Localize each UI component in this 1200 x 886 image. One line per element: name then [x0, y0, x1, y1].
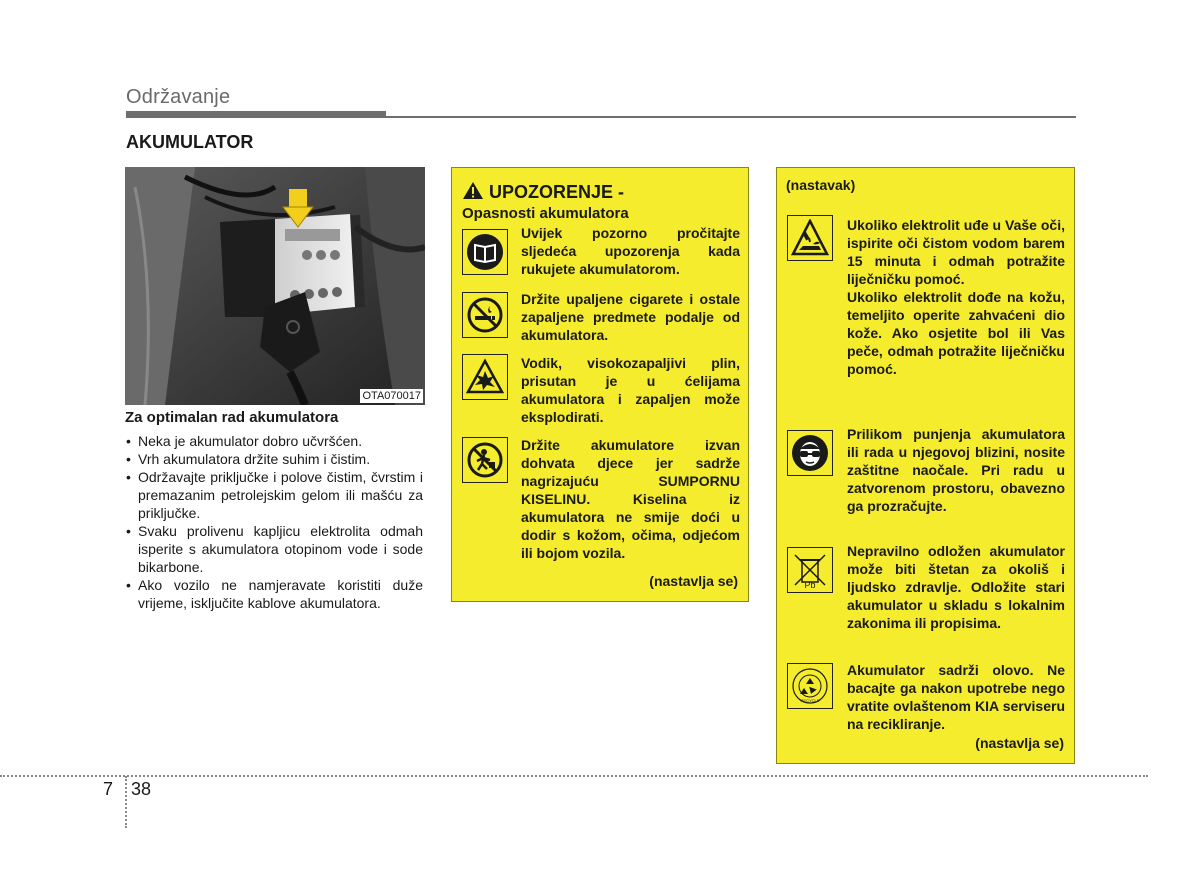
page-title: AKUMULATOR [126, 132, 254, 152]
list-item: • Vrh akumulatora držite suhim i čistim. [125, 450, 423, 468]
crossed-bin-icon [787, 547, 833, 593]
continuation-item-paragraph: Nepravilno odložen akumulator može biti štetan za okoliš i ljudsko zdravlje. Odložite stari akumulator u skladu s lokalnim zakonima ili propisima. [847, 543, 1065, 631]
corrosive-icon [787, 215, 833, 261]
page-number: 38 [131, 779, 152, 799]
list-item: • Održavajte priključke i polove čistim, čvrstim i premazanim petrolejskim gelom ili mašću za priključke. [125, 468, 423, 522]
book-icon [462, 229, 508, 275]
keep-away-children-icon [462, 437, 508, 483]
continuation-label: (nastavak) [786, 177, 856, 193]
continued-label: (nastavlja se) [975, 735, 1064, 751]
warning-triangle-icon [462, 181, 484, 200]
battery-illustration [125, 167, 425, 405]
figure-code: OTA070017 [362, 390, 421, 402]
continuation-item-text [847, 425, 1065, 515]
warning-item-text: Vodik, visokozapaljivi plin, prisutan je u ćelijama akumulatora i zapaljen može eksplodirati. [521, 355, 740, 425]
maintenance-list [125, 432, 423, 612]
warning-title-text: UPOZORENJE - [489, 182, 625, 202]
no-smoking-icon [462, 292, 508, 338]
warning-item-text: Držite upaljene cigarete i ostale zapaljene predmete podalje od akumulatora. [521, 291, 740, 343]
list-item: • Svaku prolivenu kapljicu elektrolita odmah isperite s akumulatora otopinom vode i sode bikarbone. [125, 522, 423, 576]
footer-divider [125, 776, 127, 828]
continuation-item-paragraph: Akumulator sadrži olovo. Ne bacajte ga nakon upotrebe nego vratite ovlaštenom KIA serviseru na recikliranje. [847, 662, 1065, 732]
list-item: • Ako vozilo ne namjeravate koristiti duže vrijeme, isključite kablove akumulatora. [125, 576, 423, 612]
header-rule-thick [126, 111, 386, 118]
continuation-item-paragraph: Ukoliko elektrolit dođe na kožu, temeljito operite zahvaćeni dio kože. Ako osjetite bol ili Vas peče, odmah potražite liječničku pomoć. [847, 289, 1065, 377]
warning-subtitle: Opasnosti akumulatora [462, 205, 629, 222]
warning-box [451, 167, 749, 602]
chapter-number: 7 [103, 779, 114, 799]
continuation-item-paragraph: Ukoliko elektrolit uđe u Vaše oči, ispirite oči čistom vodom barem 15 minuta i odmah potražite liječničku pomoć. [847, 217, 1065, 287]
section-title: Održavanje [126, 86, 231, 108]
bin-label: Pb [804, 580, 816, 589]
continuation-item-text [847, 542, 1065, 632]
continued-label: (nastavlja se) [649, 573, 738, 589]
recycle-icon [787, 663, 833, 709]
continuation-item-text [847, 661, 1065, 733]
explosion-icon [462, 354, 508, 400]
battery-photo [125, 167, 425, 405]
recycle-label: RECYCLE [800, 698, 820, 703]
continuation-item-paragraph: Prilikom punjenja akumulatora ili rada u njegovoj blizini, nosite zaštitne naočale. Pri radu u zatvorenom prostoru, obavezno ga prozračujte. [847, 426, 1065, 514]
warning-item-text: Uvijek pozorno pročitajte sljedeća upozorenja kada rukujete akumulatorom. [521, 225, 740, 277]
optimal-operation-heading: Za optimalan rad akumulatora [125, 409, 339, 426]
eye-protection-icon [787, 430, 833, 476]
continuation-item-text [847, 216, 1065, 378]
continuation-box [776, 167, 1075, 764]
header-rule-thin [386, 116, 1076, 118]
footer-rule [0, 775, 1148, 777]
list-item: • Neka je akumulator dobro učvršćen. [125, 432, 423, 450]
warning-title [462, 181, 624, 203]
warning-item-text: Držite akumulatore izvan dohvata djece jer sadrže nagrizajuću SUMPORNU KISELINU. Kiselina iz akumulatora ne smije doći u dodir s kožom, očima, odjećom ili bojom vozila. [521, 437, 740, 561]
